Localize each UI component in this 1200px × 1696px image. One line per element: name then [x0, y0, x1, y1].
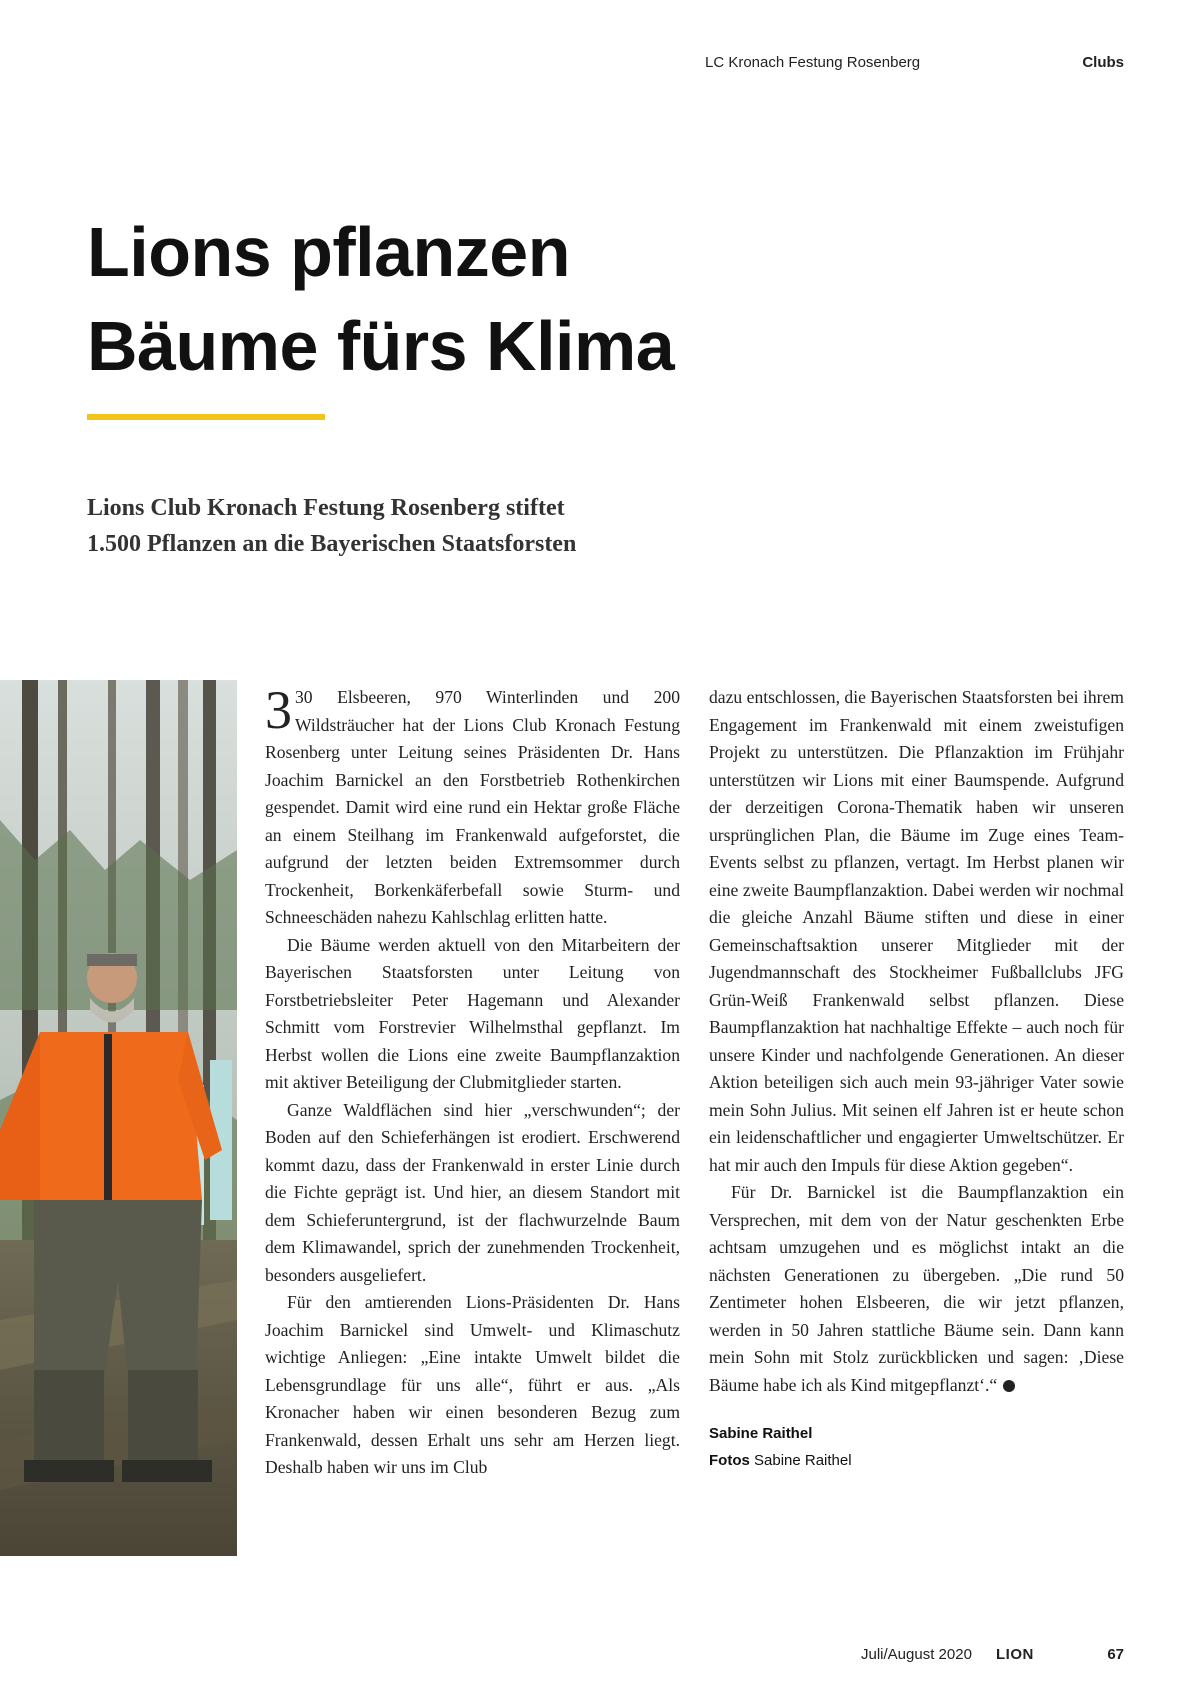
end-mark-icon [1003, 1380, 1015, 1392]
paragraph-6-text: Für Dr. Barnickel ist die Baumpflanzaktion ein Versprechen, mit dem von der Natur geschenkten Erbe achtsam umzugehen und es möglichst intakt an die nächsten Generationen zu übergeben. „Die rund 50 Zentimeter hohen Elsbeeren, die wir jetzt pflanzen, werden in 50 Jahren stattliche Bäume sein. Dann kann mein Sohn mit Stolz zurückblicken und sagen: ‚Diese Bäume habe ich als Kind mitgepflanzt‘.“ [709, 1182, 1124, 1395]
header-section-name: Clubs [1082, 54, 1124, 71]
title-line-2: Bäume fürs Klima [87, 307, 675, 385]
forest-photo-illustration [0, 680, 237, 1556]
author-name: Sabine Raithel [709, 1425, 813, 1442]
photographer-name: Sabine Raithel [754, 1452, 852, 1469]
article-paragraph-1 [265, 680, 680, 932]
article-paragraph-4: Für den amtierenden Lions-Präsidenten Dr. Hans Joachim Barnickel sind Umwelt- und Klimaschutz wichtige Anliegen: „Eine intakte Umwelt bildet die Lebensgrundlage für uns alle“, führt er aus. „Als Kronacher haben wir einen besonderen Bezug zum Frankenwald, dessen Erhalt uns sehr am Herzen liegt. Deshalb haben wir uns im Club [265, 1292, 680, 1477]
footer-issue: Juli/August 2020 [861, 1646, 972, 1663]
paragraph-1-text: 30 Elsbeeren, 970 Winterlinden und 200 Wildsträucher hat der Lions Club Kronach Festung Rosenberg unter Leitung seines Präsidenten Dr. Hans Joachim Barnickel an den Forstbetrieb Rothenkirchen gespendet. Damit wird eine rund ein Hektar große Fläche an einem Steilhang im Frankenwald aufgeforstet, die aufgrund der letzten beiden Extremsommer durch Trockenheit, Borkenkäferbefall sowie Sturm- und Schneeschäden nahezu Kahlschlag erlitten hatte. [265, 687, 680, 927]
article-title [87, 205, 674, 393]
photos-label: Fotos [709, 1452, 750, 1469]
article-column-right [709, 684, 1124, 1474]
article-subtitle [87, 490, 576, 562]
article-paragraph-6 [709, 1179, 1124, 1399]
footer-magazine: LION [996, 1646, 1034, 1663]
article-credits [709, 1420, 1124, 1474]
article-paragraph-5: dazu entschlossen, die Bayerischen Staatsforsten bei ihrem Engagement im Frankenwald mit einem zweistufigen Projekt zu unterstützen. Die Pflanzaktion im Frühjahr unterstützen wir Lions mit einer Baumspende. Aufgrund der derzeitigen Corona-Thematik haben wir unseren ursprünglichen Plan, die Bäume im Zuge eines Team-Events selbst zu pflanzen, vertagt. Im Herbst planen wir eine zweite Baumpflanzaktion. Dabei werden wir nochmal die gleiche Anzahl Bäume stiften und diese in einer Gemeinschaftsaktion unserer Mitglieder mit der Jugendmannschaft des Stockheimer Fußballclubs JFG Grün-Weiß Frankenwald selbst pflanzen. Diese Baumpflanzaktion hat nachhaltige Effekte – auch noch für unsere Kinder und nachfolgende Generationen. An dieser Aktion beteiligen sich auch mein 93-jähriger Vater sowie mein Sohn Julius. Mit seinen elf Jahren ist er heute schon ein leidenschaftlicher und engagierter Umweltschützer. Er hat mir auch den Impuls für diese Aktion gegeben“. [709, 687, 1124, 1175]
drop-cap: 3 [265, 680, 292, 740]
article-paragraph-2: Die Bäume werden aktuell von den Mitarbeitern der Bayerischen Staatsforsten unter Leitung von Forstbetriebsleiter Peter Hagemann und Alexander Schmitt vom Forstrevier Wilhelmsthal gepflanzt. Im Herbst wollen die Lions eine zweite Baumpflanzaktion mit aktiver Beteiligung der Clubmitglieder starten. [265, 934, 680, 1092]
subtitle-line-2: 1.500 Pflanzen an die Bayerischen Staatsforsten [87, 531, 577, 557]
article-column-left [265, 680, 680, 1482]
header-club-name: LC Kronach Festung Rosenberg [705, 54, 921, 71]
page-number: 67 [1107, 1646, 1124, 1663]
article-paragraph-3: Ganze Waldflächen sind hier „verschwunden“; der Boden auf den Schieferhängen ist erodiert. Erschwerend kommt dazu, dass der Frankenwald in erster Linie durch die Fichte geprägt ist. Und hier, an diesem Standort mit dem Schieferuntergrund, ist der flachwurzelnde Baum dem Klimawandel, sprich der zunehmenden Trockenheit, besonders ausgeliefert. [265, 1099, 680, 1285]
forester-photo [0, 680, 237, 1556]
subtitle-line-1: Lions Club Kronach Festung Rosenberg stiftet [87, 495, 565, 521]
title-line-1: Lions pflanzen [87, 213, 570, 291]
accent-bar [87, 414, 325, 420]
